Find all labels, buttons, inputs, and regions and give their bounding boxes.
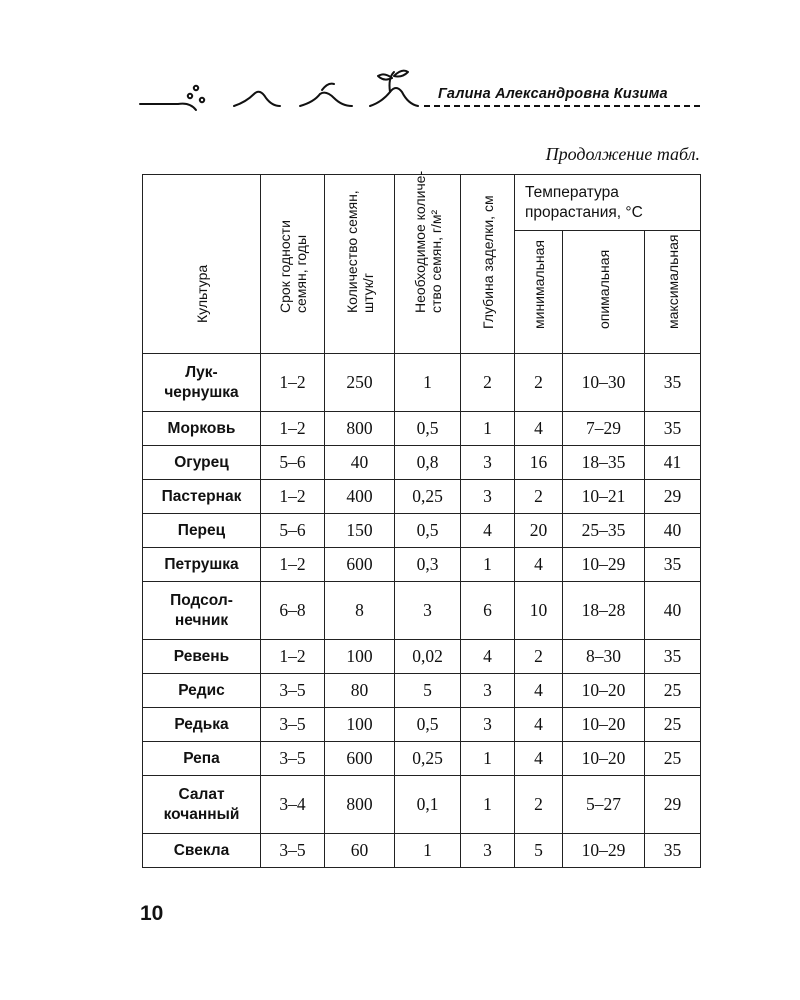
value-cell-tmax: 41 [645, 446, 701, 480]
value-cell-tmin: 10 [515, 582, 563, 640]
value-cell-tmin: 2 [515, 480, 563, 514]
value-cell-tmin: 16 [515, 446, 563, 480]
value-cell-shelf: 3–5 [261, 708, 325, 742]
value-cell-count: 60 [325, 834, 395, 868]
value-cell-tmin: 4 [515, 412, 563, 446]
value-cell-topt: 5–27 [563, 776, 645, 834]
value-cell-count: 400 [325, 480, 395, 514]
value-cell-shelf: 1–2 [261, 640, 325, 674]
value-cell-count: 40 [325, 446, 395, 480]
table-row [143, 480, 701, 514]
crop-name-cell: Подсол- нечник [143, 582, 261, 640]
value-cell-topt: 10–21 [563, 480, 645, 514]
value-cell-rate: 3 [395, 582, 461, 640]
crop-name-cell: Морковь [143, 412, 261, 446]
value-cell-topt: 10–20 [563, 742, 645, 776]
value-cell-rate: 1 [395, 354, 461, 412]
table-row [143, 834, 701, 868]
table-row [143, 582, 701, 640]
header-culture: Культура [143, 175, 261, 354]
value-cell-tmin: 2 [515, 776, 563, 834]
value-cell-tmin: 4 [515, 674, 563, 708]
value-cell-topt: 18–28 [563, 582, 645, 640]
table-row [143, 514, 701, 548]
value-cell-tmax: 29 [645, 776, 701, 834]
value-cell-rate: 0,5 [395, 708, 461, 742]
table-row [143, 708, 701, 742]
value-cell-tmax: 40 [645, 514, 701, 548]
value-cell-rate: 0,25 [395, 480, 461, 514]
value-cell-rate: 0,25 [395, 742, 461, 776]
value-cell-tmax: 35 [645, 640, 701, 674]
crop-name-cell: Редис [143, 674, 261, 708]
value-cell-rate: 0,02 [395, 640, 461, 674]
page-number: 10 [140, 902, 164, 925]
value-cell-shelf: 3–5 [261, 834, 325, 868]
header-temperature-group: Температура прорастания, °С [515, 175, 701, 231]
value-cell-shelf: 3–5 [261, 742, 325, 776]
value-cell-shelf: 1–2 [261, 548, 325, 582]
value-cell-tmax: 25 [645, 742, 701, 776]
value-cell-depth: 1 [461, 776, 515, 834]
value-cell-count: 800 [325, 776, 395, 834]
value-cell-shelf: 5–6 [261, 446, 325, 480]
value-cell-depth: 1 [461, 742, 515, 776]
value-cell-tmax: 35 [645, 548, 701, 582]
value-cell-rate: 0,5 [395, 412, 461, 446]
value-cell-tmax: 25 [645, 674, 701, 708]
value-cell-tmax: 35 [645, 834, 701, 868]
value-cell-depth: 3 [461, 446, 515, 480]
table-caption: Продолжение табл. [545, 144, 700, 164]
value-cell-topt: 8–30 [563, 640, 645, 674]
value-cell-topt: 10–30 [563, 354, 645, 412]
header-seed-rate: Необходимое количе- ство семян, г/м² [395, 175, 461, 354]
value-cell-tmin: 5 [515, 834, 563, 868]
value-cell-tmax: 29 [645, 480, 701, 514]
value-cell-depth: 1 [461, 412, 515, 446]
crop-name-cell: Редька [143, 708, 261, 742]
table-row [143, 776, 701, 834]
value-cell-count: 600 [325, 742, 395, 776]
crop-name-cell: Перец [143, 514, 261, 548]
value-cell-count: 800 [325, 412, 395, 446]
header-shelf-life: Срок годности семян, годы [261, 175, 325, 354]
value-cell-tmin: 4 [515, 708, 563, 742]
value-cell-depth: 3 [461, 480, 515, 514]
value-cell-count: 150 [325, 514, 395, 548]
value-cell-tmin: 4 [515, 548, 563, 582]
value-cell-depth: 4 [461, 514, 515, 548]
header-temp-max: максимальная [645, 231, 701, 354]
value-cell-rate: 0,5 [395, 514, 461, 548]
value-cell-depth: 6 [461, 582, 515, 640]
value-cell-tmin: 4 [515, 742, 563, 776]
value-cell-depth: 3 [461, 834, 515, 868]
value-cell-shelf: 3–5 [261, 674, 325, 708]
value-cell-shelf: 1–2 [261, 412, 325, 446]
crop-name-cell: Репа [143, 742, 261, 776]
value-cell-topt: 18–35 [563, 446, 645, 480]
value-cell-shelf: 5–6 [261, 514, 325, 548]
value-cell-tmin: 20 [515, 514, 563, 548]
value-cell-topt: 10–29 [563, 834, 645, 868]
value-cell-depth: 3 [461, 708, 515, 742]
crop-name-cell: Лук- чернушка [143, 354, 261, 412]
value-cell-depth: 1 [461, 548, 515, 582]
value-cell-tmax: 25 [645, 708, 701, 742]
header-depth: Глубина заделки, см [461, 175, 515, 354]
crop-name-cell: Огурец [143, 446, 261, 480]
value-cell-topt: 10–20 [563, 708, 645, 742]
value-cell-tmin: 2 [515, 354, 563, 412]
running-header [138, 64, 704, 116]
value-cell-rate: 1 [395, 834, 461, 868]
crop-name-cell: Ревень [143, 640, 261, 674]
value-cell-shelf: 6–8 [261, 582, 325, 640]
value-cell-rate: 0,1 [395, 776, 461, 834]
table-row [143, 674, 701, 708]
value-cell-count: 600 [325, 548, 395, 582]
table-row [143, 640, 701, 674]
value-cell-rate: 5 [395, 674, 461, 708]
author-name: Галина Александровна Кизима [438, 86, 668, 102]
table-row [143, 354, 701, 412]
value-cell-tmax: 35 [645, 354, 701, 412]
crop-name-cell: Салат кочанный [143, 776, 261, 834]
value-cell-count: 100 [325, 708, 395, 742]
value-cell-topt: 10–29 [563, 548, 645, 582]
crop-name-cell: Петрушка [143, 548, 261, 582]
table-row [143, 548, 701, 582]
header-temp-min: минимальная [515, 231, 563, 354]
header-temp-opt: опимальная [563, 231, 645, 354]
crop-name-cell: Пастернак [143, 480, 261, 514]
value-cell-count: 8 [325, 582, 395, 640]
value-cell-count: 250 [325, 354, 395, 412]
table-row [143, 742, 701, 776]
table-row [143, 446, 701, 480]
value-cell-depth: 2 [461, 354, 515, 412]
value-cell-depth: 3 [461, 674, 515, 708]
value-cell-tmin: 2 [515, 640, 563, 674]
value-cell-tmax: 40 [645, 582, 701, 640]
value-cell-rate: 0,8 [395, 446, 461, 480]
value-cell-shelf: 1–2 [261, 480, 325, 514]
value-cell-topt: 7–29 [563, 412, 645, 446]
seed-data-table [142, 170, 701, 868]
value-cell-count: 80 [325, 674, 395, 708]
value-cell-count: 100 [325, 640, 395, 674]
crop-name-cell: Свекла [143, 834, 261, 868]
value-cell-shelf: 3–4 [261, 776, 325, 834]
value-cell-topt: 25–35 [563, 514, 645, 548]
value-cell-shelf: 1–2 [261, 354, 325, 412]
value-cell-tmax: 35 [645, 412, 701, 446]
value-cell-topt: 10–20 [563, 674, 645, 708]
header-seed-count: Количество семян, штук/г [325, 175, 395, 354]
value-cell-depth: 4 [461, 640, 515, 674]
table-row [143, 412, 701, 446]
value-cell-rate: 0,3 [395, 548, 461, 582]
